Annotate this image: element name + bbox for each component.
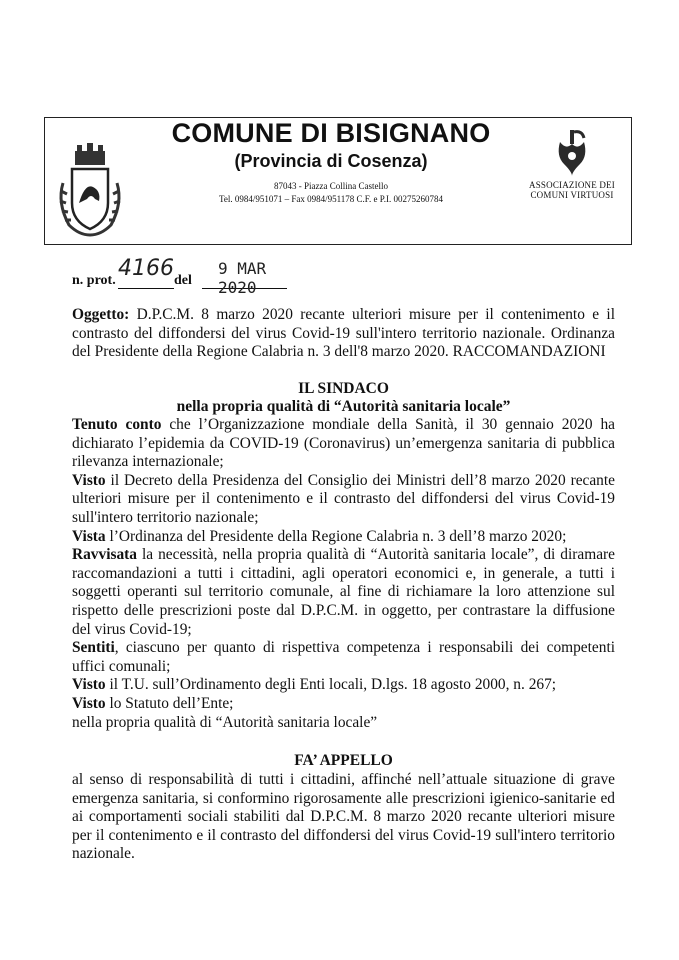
premise-lead: Sentiti bbox=[72, 639, 115, 657]
premise-lead: Visto bbox=[72, 694, 106, 712]
city-name: COMUNE DI BISIGNANO bbox=[171, 118, 491, 148]
premise-text: l’Ordinanza del Presidente della Regione Calabria n. 3 dell’8 marzo 2020; bbox=[105, 527, 567, 545]
protocol-number: 4166 bbox=[118, 256, 174, 281]
premise-paragraph bbox=[72, 528, 615, 547]
premise-lead: Vista bbox=[72, 527, 106, 545]
premise-lead: Tenuto conto bbox=[72, 416, 162, 433]
premise-text: il Decreto della Presidenza del Consiglio dei Ministri dell’8 marzo 2020 recante ulteriori misure per il contenimento e il contrasto del diffondersi del virus Covid-19 sull'intero territorio nazionale; bbox=[72, 471, 615, 526]
premise-paragraph bbox=[72, 546, 615, 639]
protocol-date-stamp: 9 MAR 2020 bbox=[218, 259, 267, 297]
appeal-heading: FA’ APPELLO bbox=[294, 752, 393, 769]
sindaco-heading: IL SINDACO bbox=[298, 380, 389, 397]
municipal-crest-icon bbox=[55, 143, 125, 238]
premise-lead: Visto bbox=[72, 471, 106, 489]
premise-text: la necessità, nella propria qualità di “Autorità sanitaria locale”, di diramare raccomandazioni a tutti i cittadini, agli operatori economici e, in generale, a tutti i soggetti operanti sul territorio comunale, al fine di richiamare la loro attenzione sul rispetto delle prescrizioni poste dal D.P.C.M. in oggetto, per contrastare la diffusione del virus Covid-19; bbox=[72, 546, 615, 638]
premise-lead: Visto bbox=[72, 676, 106, 694]
association-emblem-icon bbox=[516, 128, 628, 180]
protocol-number-underline bbox=[118, 288, 174, 289]
protocol-del-label: del bbox=[174, 273, 192, 288]
premise-text: che l’Organizzazione mondiale della Sanità, il 30 gennaio 2020 ha dichiarato l’epidemia da COVID-19 (Coronavirus) un’emergenza sanitaria di pubblica rilevanza internazionale; bbox=[72, 416, 615, 471]
letterhead-text bbox=[141, 118, 521, 206]
premise-text: nella propria qualità di “Autorità sanitaria locale” bbox=[72, 713, 378, 731]
premise-paragraph bbox=[72, 639, 615, 676]
premise-paragraph bbox=[72, 472, 615, 528]
premise-text: lo Statuto dell’Ente; bbox=[105, 694, 234, 712]
premise-text: , ciascuno per quanto di rispettiva competenza i responsabili dei competenti uffici comunali; bbox=[72, 639, 615, 675]
premise-lead: Ravvisata bbox=[72, 546, 137, 564]
premise-text: il T.U. sull’Ordinamento degli Enti locali, D.lgs. 18 agosto 2000, n. 267; bbox=[105, 676, 557, 694]
subject-label: Oggetto: bbox=[72, 306, 130, 323]
premise-paragraph bbox=[72, 695, 615, 714]
subject-text: D.P.C.M. 8 marzo 2020 recante ulteriori misure per il contenimento e il contrasto del diffondersi del virus Covid-19 sull'intero territorio nazionale. Ordinanza del Presidente della Regione Calabria n. 3 dell'8 marzo 2020. RACCOMANDAZIONI bbox=[72, 306, 615, 361]
premises-block bbox=[72, 416, 615, 732]
address-block bbox=[141, 180, 521, 206]
protocol-label: n. prot. bbox=[72, 273, 116, 288]
association-line-2: COMUNI VIRTUOSI bbox=[530, 190, 614, 200]
sindaco-subheading: nella propria qualità di “Autorità sanitaria locale” bbox=[176, 398, 511, 415]
contacts-line: Tel. 0984/951071 – Fax 0984/951178 C.F. e P.I. 00275260784 bbox=[218, 194, 444, 204]
address-line: 87043 - Piazza Collina Castello bbox=[274, 181, 388, 191]
letterhead bbox=[44, 117, 632, 245]
premise-paragraph bbox=[72, 676, 615, 695]
association-name bbox=[516, 180, 628, 200]
association-logo bbox=[516, 128, 628, 214]
subject-paragraph bbox=[72, 306, 615, 362]
province-name: (Provincia di Cosenza) bbox=[234, 151, 428, 171]
premise-paragraph bbox=[72, 714, 615, 733]
premise-paragraph bbox=[72, 416, 615, 472]
protocol-line bbox=[72, 256, 312, 297]
association-line-1: ASSOCIAZIONE DEI bbox=[529, 180, 615, 190]
appeal-paragraph: al senso di responsabilità di tutti i cittadini, affinché nell’attuale situazione di grave emergenza sanitaria, si conformino rigorosamente alle prescrizioni igienico-sanitarie ed ai comportamenti sociali stabiliti dal D.P.C.M. 8 marzo 2020 recante ulteriori misure per il contenimento e il contrasto del diffondersi del virus Covid-19 sull'intero territorio nazionale. bbox=[72, 771, 615, 863]
